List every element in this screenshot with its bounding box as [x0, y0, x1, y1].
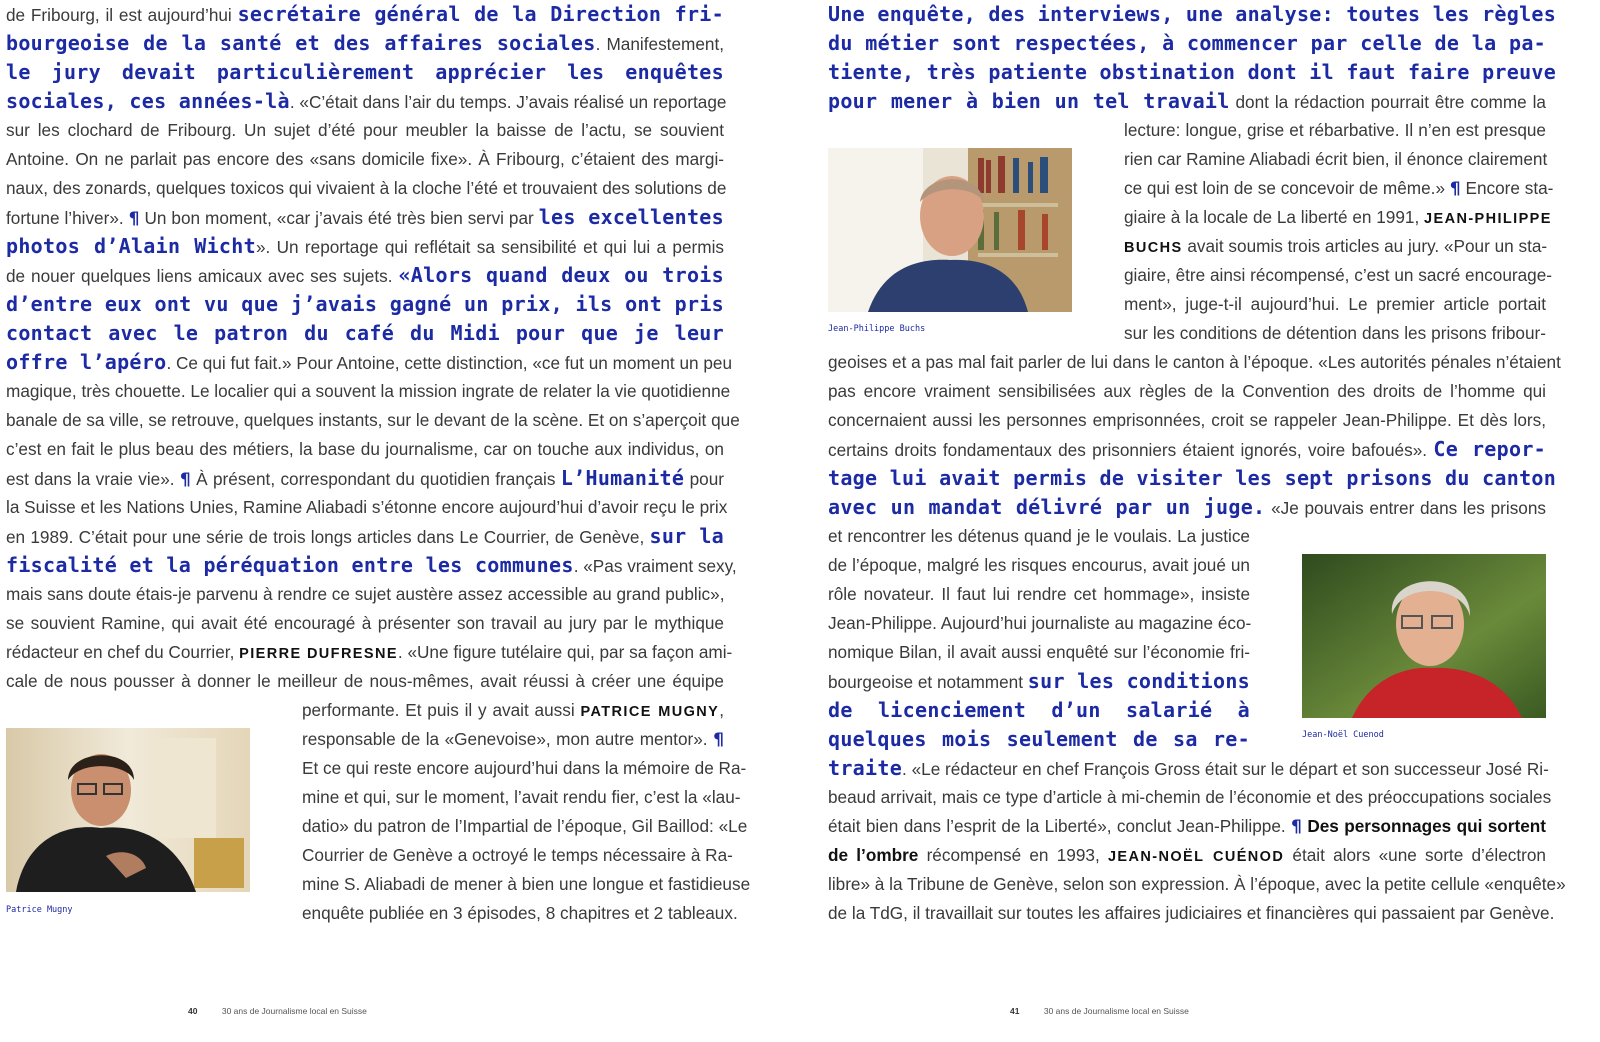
text-run: cale de nous pousser à donner le meilleur de nous-mêmes, avait réussi à créer une équipe	[6, 671, 724, 691]
text-run: est dans la vraie vie».	[6, 469, 180, 489]
text-run: Antoine. On ne parlait pas encore des «sans domicile fixe». À Fribourg, c’étaient des margi-	[6, 149, 724, 169]
text-run: naux, des zonards, quelques toxicos qui vivaient à la cloche l’été et trouvaient des solutions de	[6, 178, 727, 198]
text-run: datio» du patron de l’Impartial de l’époque, Gil Baillod: «Le	[302, 816, 748, 836]
text-line	[828, 841, 1546, 870]
text-line	[6, 377, 731, 406]
text-line	[6, 58, 724, 87]
text-line	[828, 377, 1546, 406]
text-run: avait soumis trois articles au jury. «Pour un sta-	[1182, 236, 1548, 256]
text-run: . Ce qui fut fait.» Pour Antoine, cette distinction, «ce fut un moment un peu	[166, 353, 733, 373]
text-run: pas encore vraiment sensibilisées aux règles de la Convention des droits de l’homme qui	[828, 381, 1546, 401]
text-run: nomique Bilan, il avait aussi enquêté sur l’économie fri-	[828, 642, 1250, 662]
photo-caption: Patrice Mugny	[6, 905, 73, 915]
text-line	[828, 464, 1557, 493]
highlight-quote: Ce repor-	[1433, 437, 1546, 461]
highlight-quote: tage lui avait permis de visiter les sept prisons du canton	[828, 466, 1557, 490]
text-line	[302, 841, 733, 870]
text-line	[828, 348, 1561, 377]
text-line	[6, 551, 737, 580]
pilcrow-mark: ¶	[713, 730, 724, 750]
highlight-quote: le jury devait particulièrement apprécier les enquêtes	[6, 60, 724, 84]
text-run: ce qui est loin de se concevoir de même.»	[1124, 178, 1450, 198]
text-run: pour	[684, 469, 724, 489]
text-run: la Suisse et les Nations Unies, Ramine Aliabadi s’étonne encore aujourd’hui d’avoir reçu le prix	[6, 497, 728, 517]
portrait-image	[828, 148, 1072, 312]
text-line	[1124, 290, 1546, 319]
text-line	[828, 551, 1250, 580]
text-line	[828, 870, 1566, 899]
highlight-quote: de licenciement d’un salarié à	[828, 698, 1250, 722]
text-run: était bien dans l’esprit de la Liberté», conclut Jean-Philippe.	[828, 816, 1292, 836]
text-line	[6, 609, 724, 638]
text-line	[828, 493, 1546, 522]
text-line	[828, 87, 1546, 116]
text-line	[6, 464, 724, 493]
text-run: était alors «une sorte d’électron	[1284, 845, 1546, 865]
highlight-quote: «Alors quand deux ou trois	[398, 263, 724, 287]
photo-jean-philippe-buchs	[828, 148, 1072, 312]
highlight-quote: quelques mois seulement de sa re-	[828, 727, 1250, 751]
text-line	[6, 145, 724, 174]
text-run: fortune l’hiver».	[6, 208, 129, 228]
photo-patrice-mugny	[6, 728, 250, 892]
text-line	[1124, 174, 1554, 203]
text-run: Jean-Philippe. Aujourd’hui journaliste au magazine éco-	[828, 613, 1252, 633]
text-line	[828, 783, 1552, 812]
highlight-quote: fiscalité et la péréquation entre les communes	[6, 553, 574, 577]
text-run: Encore sta-	[1460, 178, 1554, 198]
highlight-quote: avec un mandat délivré par un juge.	[828, 495, 1266, 519]
text-run: giaire à la locale de La liberté en 1991,	[1124, 207, 1425, 227]
running-title: 30 ans de Journalisme local en Suisse	[221, 1006, 367, 1016]
text-line	[828, 29, 1546, 58]
page-number: 40	[188, 1006, 198, 1016]
text-run: de l’ombre	[828, 845, 919, 865]
text-line	[6, 174, 727, 203]
text-line	[1124, 145, 1546, 174]
text-line	[6, 667, 724, 696]
text-line	[828, 522, 1250, 551]
text-run: . «Pas vraiment sexy,	[573, 556, 737, 576]
text-line	[828, 406, 1546, 435]
text-line	[6, 290, 724, 319]
text-run: de la TdG, il travaillait sur toutes les affaires judiciaires et financières qui passaient par Genève.	[828, 903, 1555, 923]
text-run: . «Une figure tutélaire qui, par sa façon ami-	[397, 642, 733, 662]
photo-caption: Jean-Philippe Buchs	[828, 324, 926, 334]
text-run: . «Le rédacteur en chef François Gross était sur le départ et son successeur José Ri-	[902, 759, 1549, 779]
text-line	[828, 580, 1250, 609]
text-run: de nouer quelques liens amicaux avec ses sujets.	[6, 266, 399, 286]
text-run: rédacteur en chef du Courrier,	[6, 642, 240, 662]
text-line	[828, 638, 1250, 667]
text-line	[6, 261, 724, 290]
text-line	[1124, 232, 1546, 261]
text-line	[828, 696, 1250, 725]
text-run: libre» à la Tribune de Genève, selon son expression. À l’époque, avec la petite cellule «enquête»	[828, 874, 1566, 894]
text-line	[6, 232, 724, 261]
highlight-quote: pour mener à bien un tel travail	[828, 89, 1230, 113]
person-name: PIERRE DUFRESNE	[239, 646, 398, 662]
person-name: BUCHS	[1124, 240, 1183, 256]
text-run: magique, très chouette. Le localier qui a souvent la mission ingrate de relater la vie quotidienne	[6, 381, 731, 401]
text-line	[6, 203, 724, 232]
text-run: concernaient aussi les personnes emprisonnées, croit se rappeler Jean-Philippe. Et dès lors,	[828, 410, 1546, 430]
text-run: geoises et a pas mal fait parler de lui dans le canton à l’époque. «Les autorités pénales n’étaient	[828, 352, 1561, 372]
text-run: rien car Ramine Aliabadi écrit bien, il énonce clairement	[1124, 149, 1548, 169]
text-run: bourgeoise et notamment	[828, 672, 1028, 692]
page-footer-right	[1010, 1006, 1189, 1016]
text-run: banale de sa ville, se retrouve, quelques instants, sur le devant de la scène. Et on s’aperçoit que	[6, 410, 740, 430]
text-line	[302, 899, 738, 928]
text-line	[6, 580, 724, 609]
text-run: mais sans doute étais-je parvenu à rendre ce sujet austère assez accessible au grand public»,	[6, 584, 725, 604]
highlight-quote: sur les conditions	[1027, 669, 1251, 693]
text-line	[828, 58, 1557, 87]
text-line	[828, 899, 1555, 928]
text-line	[1124, 319, 1546, 348]
page-footer-left	[188, 1006, 367, 1016]
text-run: . Manifestement,	[595, 34, 724, 54]
text-line	[828, 812, 1546, 841]
text-line	[828, 667, 1250, 696]
pilcrow-mark: ¶	[1449, 179, 1461, 199]
highlight-quote: sociales, ces années-là	[6, 89, 290, 113]
text-run: responsable de la «Genevoise», mon autre mentor».	[302, 729, 714, 749]
text-run: À présent, correspondant du quotidien français	[190, 469, 561, 489]
text-run: dont la rédaction pourrait être comme la	[1229, 92, 1546, 112]
text-line	[302, 870, 751, 899]
pilcrow-mark: ¶	[179, 470, 191, 490]
text-line	[6, 0, 724, 29]
text-run: ». Un reportage qui reflétait sa sensibilité et qui lui a permis	[255, 237, 724, 257]
text-line	[6, 493, 728, 522]
text-run: sur les conditions de détention dans les prisons fribour-	[1124, 323, 1546, 343]
highlight-quote: les excellentes	[538, 205, 724, 229]
highlight-quote: traite	[828, 756, 903, 780]
highlight-quote: sur la	[649, 524, 725, 548]
text-run: et rencontrer les détenus quand je le voulais. La justice	[828, 526, 1250, 546]
text-run: ment», juge-t-il aujourd’hui. Le premier article portait	[1124, 294, 1546, 314]
text-line	[302, 725, 724, 754]
text-run: de Fribourg, il est aujourd’hui	[6, 5, 238, 25]
highlight-quote: du métier sont respectées, à commencer par celle de la pa-	[828, 31, 1546, 55]
running-title: 30 ans de Journalisme local en Suisse	[1043, 1006, 1189, 1016]
text-line	[828, 725, 1250, 754]
photo-jean-noel-cuenod	[1302, 554, 1546, 718]
text-line	[1124, 261, 1553, 290]
text-line	[6, 348, 733, 377]
text-line	[828, 609, 1250, 638]
portrait-image	[1302, 554, 1546, 718]
text-line	[6, 319, 724, 348]
highlight-quote: tiente, très patiente obstination dont il faut faire preuve	[828, 60, 1557, 84]
text-line	[6, 29, 724, 58]
text-run: se souvient Ramine, qui avait été encouragé à présenter son travail au jury par le mythique	[6, 613, 724, 633]
text-run: mine et qui, sur le moment, l’avait rendu fier, c’est la «lau-	[302, 787, 741, 807]
text-line	[6, 522, 724, 551]
text-line	[6, 116, 724, 145]
text-line	[828, 0, 1557, 29]
highlight-quote: Une enquête, des interviews, une analyse: toutes les règles	[828, 2, 1557, 26]
text-run: sur les clochard de Fribourg. Un sujet d’été pour meubler la baisse de l’actu, se souvient	[6, 120, 724, 140]
text-run: certains droits fondamentaux des prisonniers étaient ignorés, voire bafoués».	[828, 440, 1434, 460]
text-run: en 1989. C’était pour une série de trois longs articles dans Le Courrier, de Genève,	[6, 527, 650, 547]
text-run: récompensé en 1993,	[918, 845, 1108, 865]
highlight-quote: photos d’Alain Wicht	[6, 234, 256, 258]
text-line	[1124, 203, 1552, 232]
text-run: performante. Et puis il y avait aussi	[302, 700, 581, 720]
text-run: giaire, être ainsi récompensé, c’est un sacré encourage-	[1124, 265, 1553, 285]
text-run: Un bon moment, «car j’avais été très bien servi par	[139, 208, 539, 228]
person-name: JEAN-PHILIPPE	[1424, 211, 1552, 227]
text-run: Et ce qui reste encore aujourd’hui dans la mémoire de Ra-	[302, 758, 747, 778]
text-run: ,	[719, 700, 724, 720]
text-line	[6, 435, 724, 464]
text-line	[302, 754, 747, 783]
text-line	[1124, 116, 1546, 145]
photo-caption: Jean-Noël Cuenod	[1302, 730, 1384, 740]
highlight-quote: offre l’apéro	[6, 350, 167, 374]
text-line	[828, 435, 1546, 464]
text-line	[6, 638, 733, 667]
pilcrow-mark: ¶	[1291, 817, 1302, 837]
page-number: 41	[1010, 1006, 1020, 1016]
text-run: . «C’était dans l’air du temps. J’avais réalisé un reportage	[289, 92, 727, 112]
text-run: enquête publiée en 3 épisodes, 8 chapitres et 2 tableaux.	[302, 903, 738, 923]
text-line	[302, 812, 748, 841]
text-run: lecture: longue, grise et rébarbative. Il n’en est presque	[1124, 120, 1546, 140]
highlight-quote: d’entre eux ont vu que j’avais gagné un prix, ils ont pris	[6, 292, 724, 316]
pilcrow-mark: ¶	[128, 209, 140, 229]
text-line	[6, 87, 727, 116]
text-run: c’est en fait le plus beau des métiers, la base du journalisme, car on touche aux individus, on	[6, 439, 724, 459]
text-line	[6, 406, 740, 435]
text-run: beaud arrivait, mais ce type d’article à mi-chemin de l’économie et des préoccupations sociales	[828, 787, 1552, 807]
text-run: «Je pouvais entrer dans les prisons	[1265, 498, 1546, 518]
text-run: mine S. Aliabadi de mener à bien une longue et fastidieuse	[302, 874, 751, 894]
highlight-quote: L’Humanité	[560, 466, 685, 490]
person-name: PATRICE MUGNY	[580, 704, 720, 720]
text-line	[302, 696, 724, 725]
highlight-quote: secrétaire général de la Direction fri-	[237, 2, 724, 26]
text-run: de l’époque, malgré les risques encourus, avait joué un	[828, 555, 1250, 575]
portrait-image	[6, 728, 250, 892]
highlight-quote: bourgeoise de la santé et des affaires sociales	[6, 31, 596, 55]
text-line	[302, 783, 741, 812]
person-name: JEAN-NOËL CUÉNOD	[1107, 849, 1285, 865]
text-run: Courrier de Genève a octroyé le temps nécessaire à Ra-	[302, 845, 733, 865]
text-run: rôle novateur. Il faut lui rendre cet hommage», insiste	[828, 584, 1250, 604]
highlight-quote: contact avec le patron du café du Midi pour que je leur	[6, 321, 724, 345]
text-run: Des personnages qui sortent	[1301, 816, 1546, 836]
text-line	[828, 754, 1549, 783]
